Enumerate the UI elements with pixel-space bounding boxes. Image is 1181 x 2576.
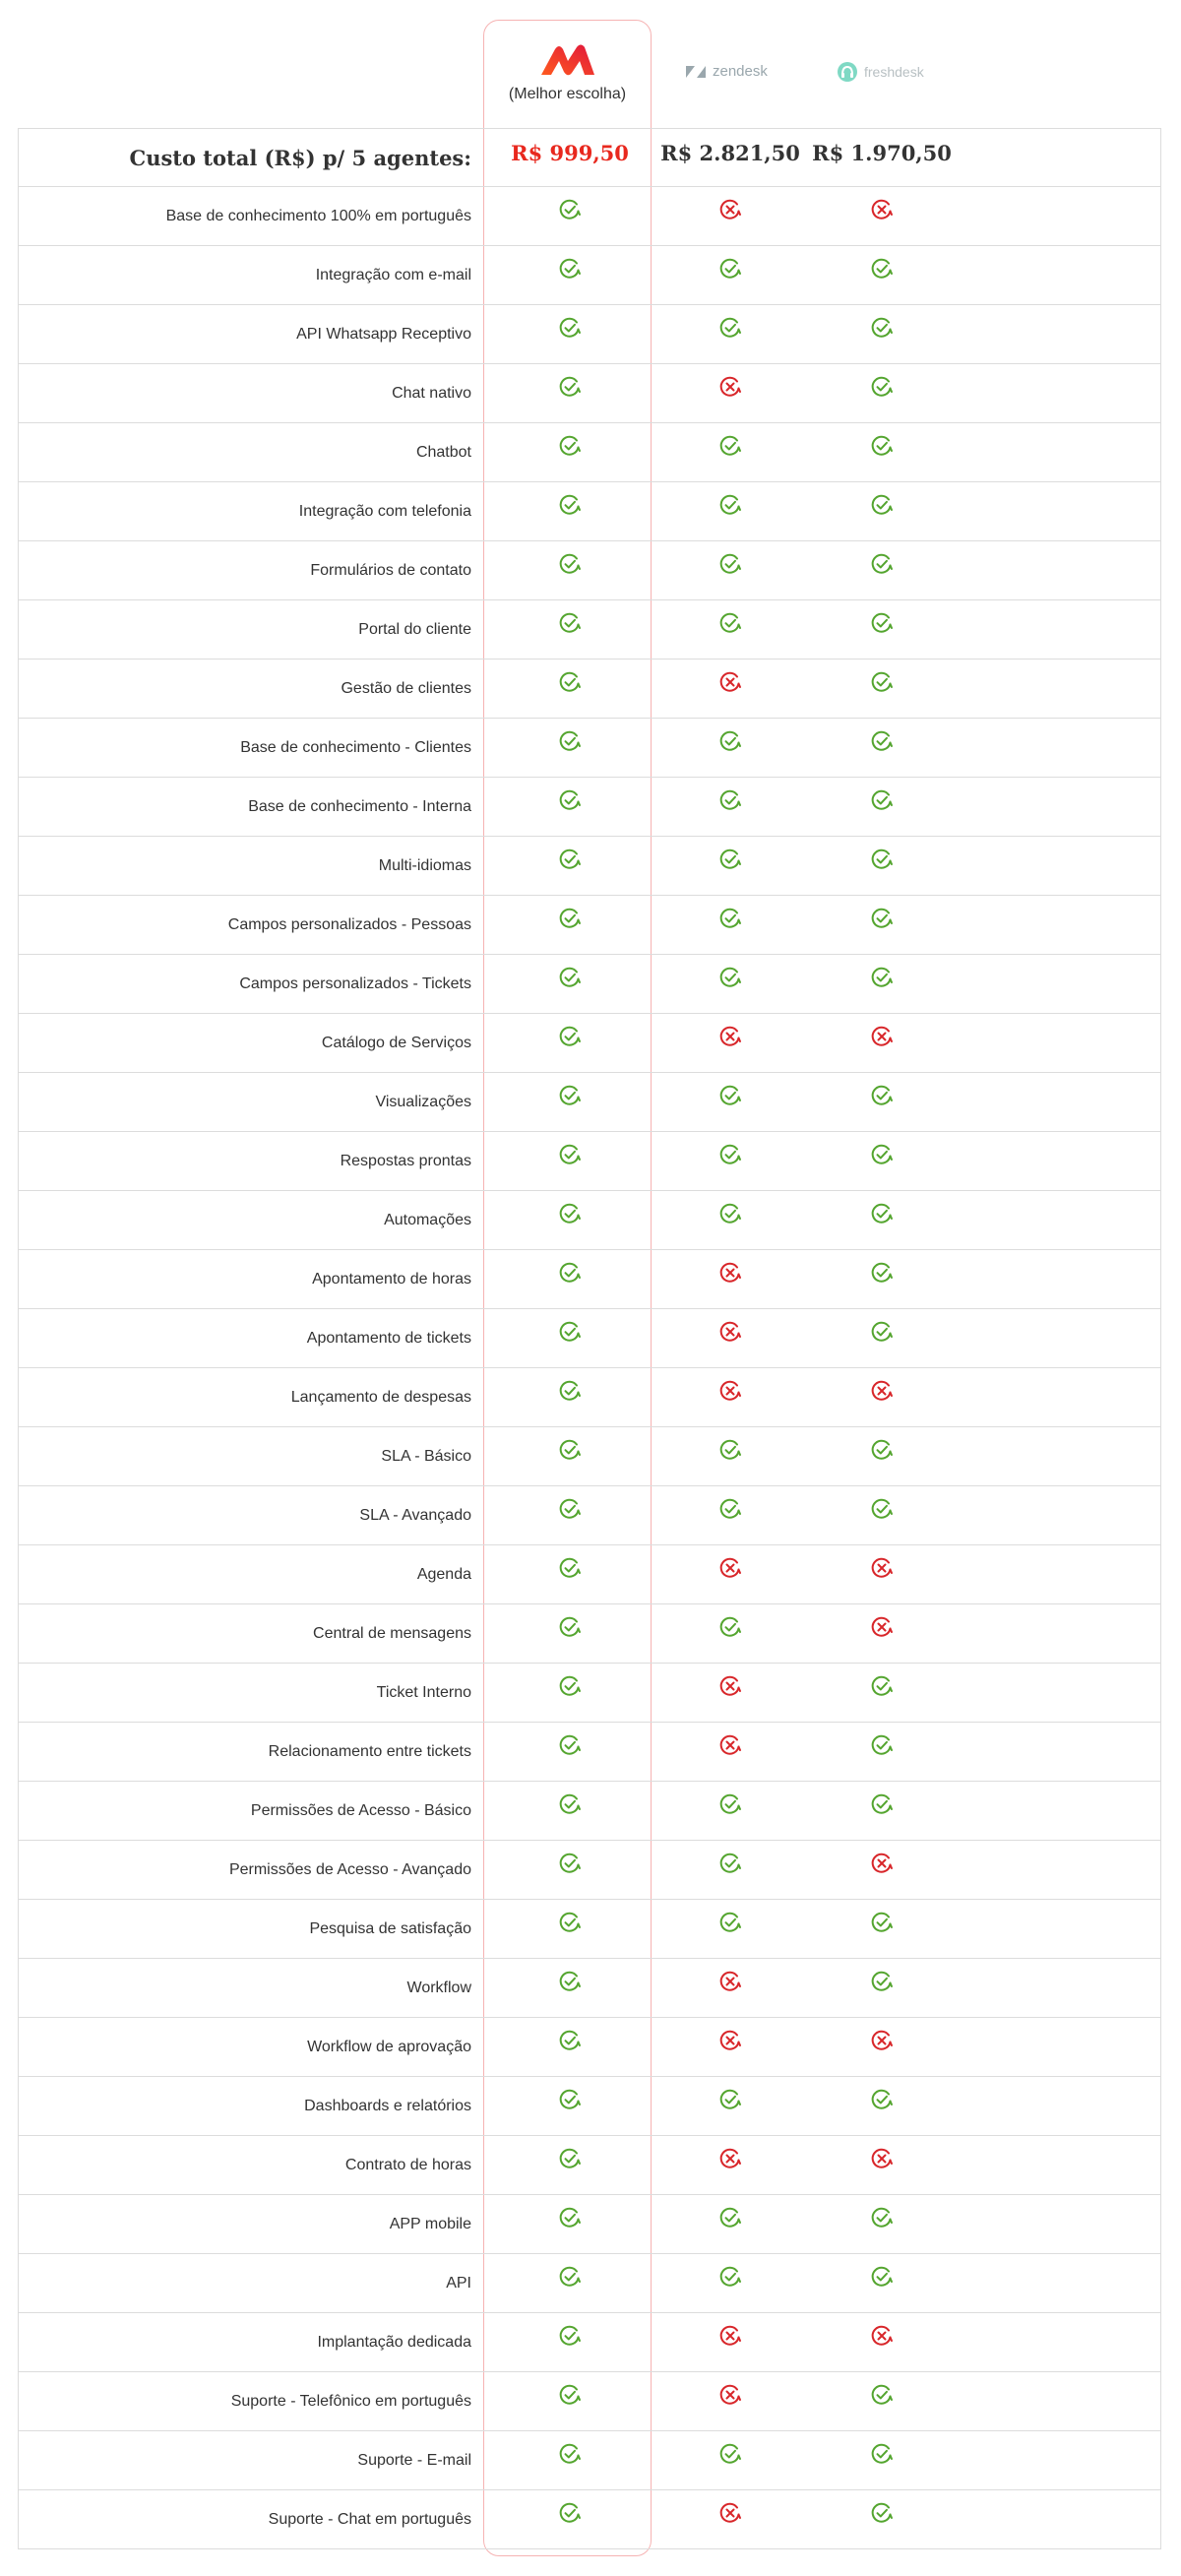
check-icon: [558, 1143, 582, 1166]
feature-row: [18, 1013, 1161, 1072]
check-icon: [558, 434, 582, 458]
check-icon: [870, 434, 894, 458]
check-icon: [558, 1733, 582, 1757]
check-icon: [558, 2265, 582, 2289]
feature-row: [18, 2371, 1161, 2430]
check-icon: [558, 1438, 582, 1462]
feature-row: [18, 363, 1161, 422]
check-icon: [718, 611, 742, 635]
check-icon: [718, 257, 742, 281]
feature-label: Contrato de horas: [344, 2156, 471, 2173]
best-choice-label: (Melhor escolha): [508, 86, 627, 102]
check-icon: [558, 1202, 582, 1225]
cross-icon: [718, 198, 742, 221]
feature-label: Suporte - Chat em português: [268, 2510, 471, 2528]
check-icon: [718, 848, 742, 871]
check-icon: [558, 729, 582, 753]
feature-label: Apontamento de tickets: [306, 1329, 471, 1347]
check-icon: [870, 1438, 894, 1462]
price-value: R$ 999,50: [511, 140, 629, 165]
price-value: R$ 1.970,50: [812, 140, 952, 165]
feature-row: [18, 1722, 1161, 1781]
feature-row: [18, 2194, 1161, 2253]
check-icon: [718, 1497, 742, 1521]
check-icon: [718, 552, 742, 576]
feature-label: Chat nativo: [392, 384, 471, 402]
feature-label: Base de conhecimento - Clientes: [240, 738, 471, 756]
feature-label: Suporte - E-mail: [357, 2451, 471, 2469]
check-icon: [870, 1202, 894, 1225]
feature-label: Catálogo de Serviços: [321, 1034, 471, 1051]
feature-row: [18, 718, 1161, 777]
feature-row: [18, 1190, 1161, 1249]
cross-icon: [718, 1556, 742, 1580]
cross-icon: [870, 198, 894, 221]
check-icon: [718, 788, 742, 812]
check-icon: [870, 493, 894, 517]
check-icon: [558, 257, 582, 281]
feature-label: Integração com telefonia: [298, 502, 471, 520]
check-icon: [870, 966, 894, 989]
check-icon: [870, 2442, 894, 2466]
cross-icon: [870, 1615, 894, 1639]
check-icon: [718, 907, 742, 930]
comparison-table: [18, 128, 1161, 2549]
feature-row: [18, 1663, 1161, 1722]
cross-icon: [870, 1025, 894, 1048]
check-icon: [558, 1556, 582, 1580]
check-icon: [870, 1261, 894, 1285]
check-icon: [718, 2265, 742, 2289]
check-icon: [558, 316, 582, 340]
check-icon: [718, 434, 742, 458]
brand-m-logo-icon: [537, 41, 598, 81]
check-icon: [870, 611, 894, 635]
feature-row: [18, 1899, 1161, 1958]
check-icon: [718, 2088, 742, 2111]
check-icon: [558, 1379, 582, 1403]
check-icon: [558, 848, 582, 871]
check-icon: [718, 493, 742, 517]
check-icon: [718, 2206, 742, 2230]
feature-label: Chatbot: [415, 443, 471, 461]
feature-row: [18, 1308, 1161, 1367]
cross-icon: [718, 2383, 742, 2407]
feature-row: [18, 1131, 1161, 1190]
feature-row: [18, 2253, 1161, 2312]
feature-row: [18, 304, 1161, 363]
check-icon: [870, 670, 894, 694]
price-label: Custo total (R$) p/ 5 agentes:: [129, 145, 471, 170]
feature-label: Campos personalizados - Pessoas: [227, 915, 471, 933]
check-icon: [870, 907, 894, 930]
feature-label: Base de conhecimento - Interna: [248, 797, 471, 815]
check-icon: [718, 1615, 742, 1639]
feature-row: [18, 777, 1161, 836]
check-icon: [718, 1438, 742, 1462]
feature-label: Formulários de contato: [310, 561, 471, 579]
check-icon: [558, 966, 582, 989]
check-icon: [558, 670, 582, 694]
check-icon: [718, 966, 742, 989]
feature-row: [18, 422, 1161, 481]
feature-label: Automações: [384, 1211, 471, 1228]
feature-row: [18, 1781, 1161, 1840]
check-icon: [870, 788, 894, 812]
feature-row: [18, 895, 1161, 954]
feature-label: Suporte - Telefônico em português: [230, 2392, 471, 2410]
check-icon: [558, 375, 582, 399]
feature-label: Dashboards e relatórios: [304, 2097, 471, 2114]
feature-label: Respostas prontas: [340, 1152, 471, 1169]
check-icon: [558, 2383, 582, 2407]
cross-icon: [718, 2501, 742, 2525]
cross-icon: [870, 1556, 894, 1580]
feature-row: [18, 2135, 1161, 2194]
feature-row: [18, 2076, 1161, 2135]
check-icon: [558, 2088, 582, 2111]
check-icon: [558, 493, 582, 517]
cross-icon: [718, 670, 742, 694]
check-icon: [558, 1792, 582, 1816]
feature-label: SLA - Básico: [381, 1447, 471, 1465]
feature-row: [18, 540, 1161, 599]
zendesk-name: zendesk: [713, 63, 768, 80]
check-icon: [870, 1970, 894, 1993]
feature-label: Permissões de Acesso - Avançado: [228, 1860, 471, 1878]
feature-label: API Whatsapp Receptivo: [296, 325, 471, 343]
check-icon: [718, 729, 742, 753]
check-icon: [870, 1674, 894, 1698]
feature-label: Implantação dedicada: [317, 2333, 471, 2351]
freshdesk-icon: [837, 61, 858, 83]
feature-label: Campos personalizados - Tickets: [239, 974, 471, 992]
check-icon: [558, 907, 582, 930]
check-icon: [718, 1084, 742, 1107]
check-icon: [870, 316, 894, 340]
best-choice-header: [483, 20, 652, 128]
feature-row: [18, 836, 1161, 895]
feature-row: [18, 245, 1161, 304]
cross-icon: [718, 1261, 742, 1285]
check-icon: [870, 1143, 894, 1166]
zendesk-logo: [685, 63, 768, 80]
check-icon: [718, 1143, 742, 1166]
freshdesk-name: freshdesk: [864, 64, 924, 80]
cross-icon: [718, 375, 742, 399]
cross-icon: [718, 1733, 742, 1757]
feature-row: [18, 2312, 1161, 2371]
feature-label: Workflow: [406, 1979, 471, 1996]
feature-label: Gestão de clientes: [341, 679, 471, 697]
check-icon: [558, 552, 582, 576]
cross-icon: [718, 1379, 742, 1403]
check-icon: [870, 257, 894, 281]
check-icon: [558, 611, 582, 635]
cross-icon: [718, 2324, 742, 2348]
feature-label: SLA - Avançado: [359, 1506, 471, 1524]
price-row: [18, 128, 1161, 186]
check-icon: [870, 1733, 894, 1757]
cross-icon: [718, 1674, 742, 1698]
feature-label: Ticket Interno: [376, 1683, 471, 1701]
check-icon: [558, 1084, 582, 1107]
check-icon: [558, 788, 582, 812]
check-icon: [718, 316, 742, 340]
check-icon: [558, 1261, 582, 1285]
check-icon: [558, 1674, 582, 1698]
feature-row: [18, 1544, 1161, 1603]
feature-row: [18, 2017, 1161, 2076]
feature-label: Pesquisa de satisfação: [309, 1919, 471, 1937]
check-icon: [870, 729, 894, 753]
feature-row: [18, 2430, 1161, 2489]
feature-label: Apontamento de horas: [312, 1270, 471, 1288]
check-icon: [870, 2206, 894, 2230]
zendesk-icon: [685, 64, 707, 80]
feature-row: [18, 186, 1161, 245]
feature-label: Central de mensagens: [313, 1624, 471, 1642]
check-icon: [718, 2442, 742, 2466]
feature-row: [18, 954, 1161, 1013]
feature-row: [18, 599, 1161, 659]
feature-label: Lançamento de despesas: [290, 1388, 471, 1406]
price-value: R$ 2.821,50: [660, 140, 800, 165]
feature-label: Multi-idiomas: [378, 856, 471, 874]
check-icon: [718, 1852, 742, 1875]
check-icon: [558, 1615, 582, 1639]
cross-icon: [718, 1320, 742, 1344]
check-icon: [870, 1497, 894, 1521]
feature-label: Agenda: [416, 1565, 471, 1583]
feature-label: Portal do cliente: [358, 620, 471, 638]
cross-icon: [718, 2147, 742, 2170]
freshdesk-logo: [837, 61, 924, 83]
check-icon: [870, 1084, 894, 1107]
check-icon: [870, 2265, 894, 2289]
check-icon: [558, 2324, 582, 2348]
check-icon: [558, 1911, 582, 1934]
check-icon: [558, 2029, 582, 2052]
check-icon: [870, 1320, 894, 1344]
cross-icon: [870, 2147, 894, 2170]
cross-icon: [718, 1025, 742, 1048]
feature-row: [18, 1840, 1161, 1899]
cross-icon: [870, 2029, 894, 2052]
cross-icon: [718, 1970, 742, 1993]
feature-row: [18, 1249, 1161, 1308]
cross-icon: [718, 2029, 742, 2052]
check-icon: [558, 2206, 582, 2230]
feature-label: Base de conhecimento 100% em português: [165, 207, 471, 224]
check-icon: [718, 1202, 742, 1225]
check-icon: [558, 1025, 582, 1048]
check-icon: [870, 1911, 894, 1934]
cross-icon: [870, 1379, 894, 1403]
feature-label: Workflow de aprovação: [307, 2038, 471, 2055]
feature-row: [18, 1958, 1161, 2017]
feature-row: [18, 2489, 1161, 2549]
check-icon: [558, 198, 582, 221]
check-icon: [558, 2442, 582, 2466]
feature-row: [18, 659, 1161, 718]
check-icon: [870, 2383, 894, 2407]
check-icon: [870, 375, 894, 399]
check-icon: [870, 2088, 894, 2111]
check-icon: [718, 1911, 742, 1934]
feature-row: [18, 481, 1161, 540]
feature-label: Permissões de Acesso - Básico: [250, 1801, 471, 1819]
check-icon: [870, 552, 894, 576]
check-icon: [558, 1497, 582, 1521]
feature-label: API: [446, 2274, 471, 2292]
check-icon: [558, 1852, 582, 1875]
check-icon: [870, 2501, 894, 2525]
cross-icon: [870, 2324, 894, 2348]
cross-icon: [870, 1852, 894, 1875]
check-icon: [718, 1792, 742, 1816]
feature-row: [18, 1485, 1161, 1544]
check-icon: [558, 1970, 582, 1993]
check-icon: [558, 2501, 582, 2525]
feature-row: [18, 1603, 1161, 1663]
feature-row: [18, 1426, 1161, 1485]
feature-row: [18, 1367, 1161, 1426]
feature-label: APP mobile: [389, 2215, 471, 2232]
check-icon: [870, 848, 894, 871]
feature-row: [18, 1072, 1161, 1131]
feature-label: Integração com e-mail: [315, 266, 471, 283]
check-icon: [558, 2147, 582, 2170]
check-icon: [870, 1792, 894, 1816]
feature-label: Relacionamento entre tickets: [268, 1742, 471, 1760]
check-icon: [558, 1320, 582, 1344]
feature-label: Visualizações: [375, 1093, 471, 1110]
